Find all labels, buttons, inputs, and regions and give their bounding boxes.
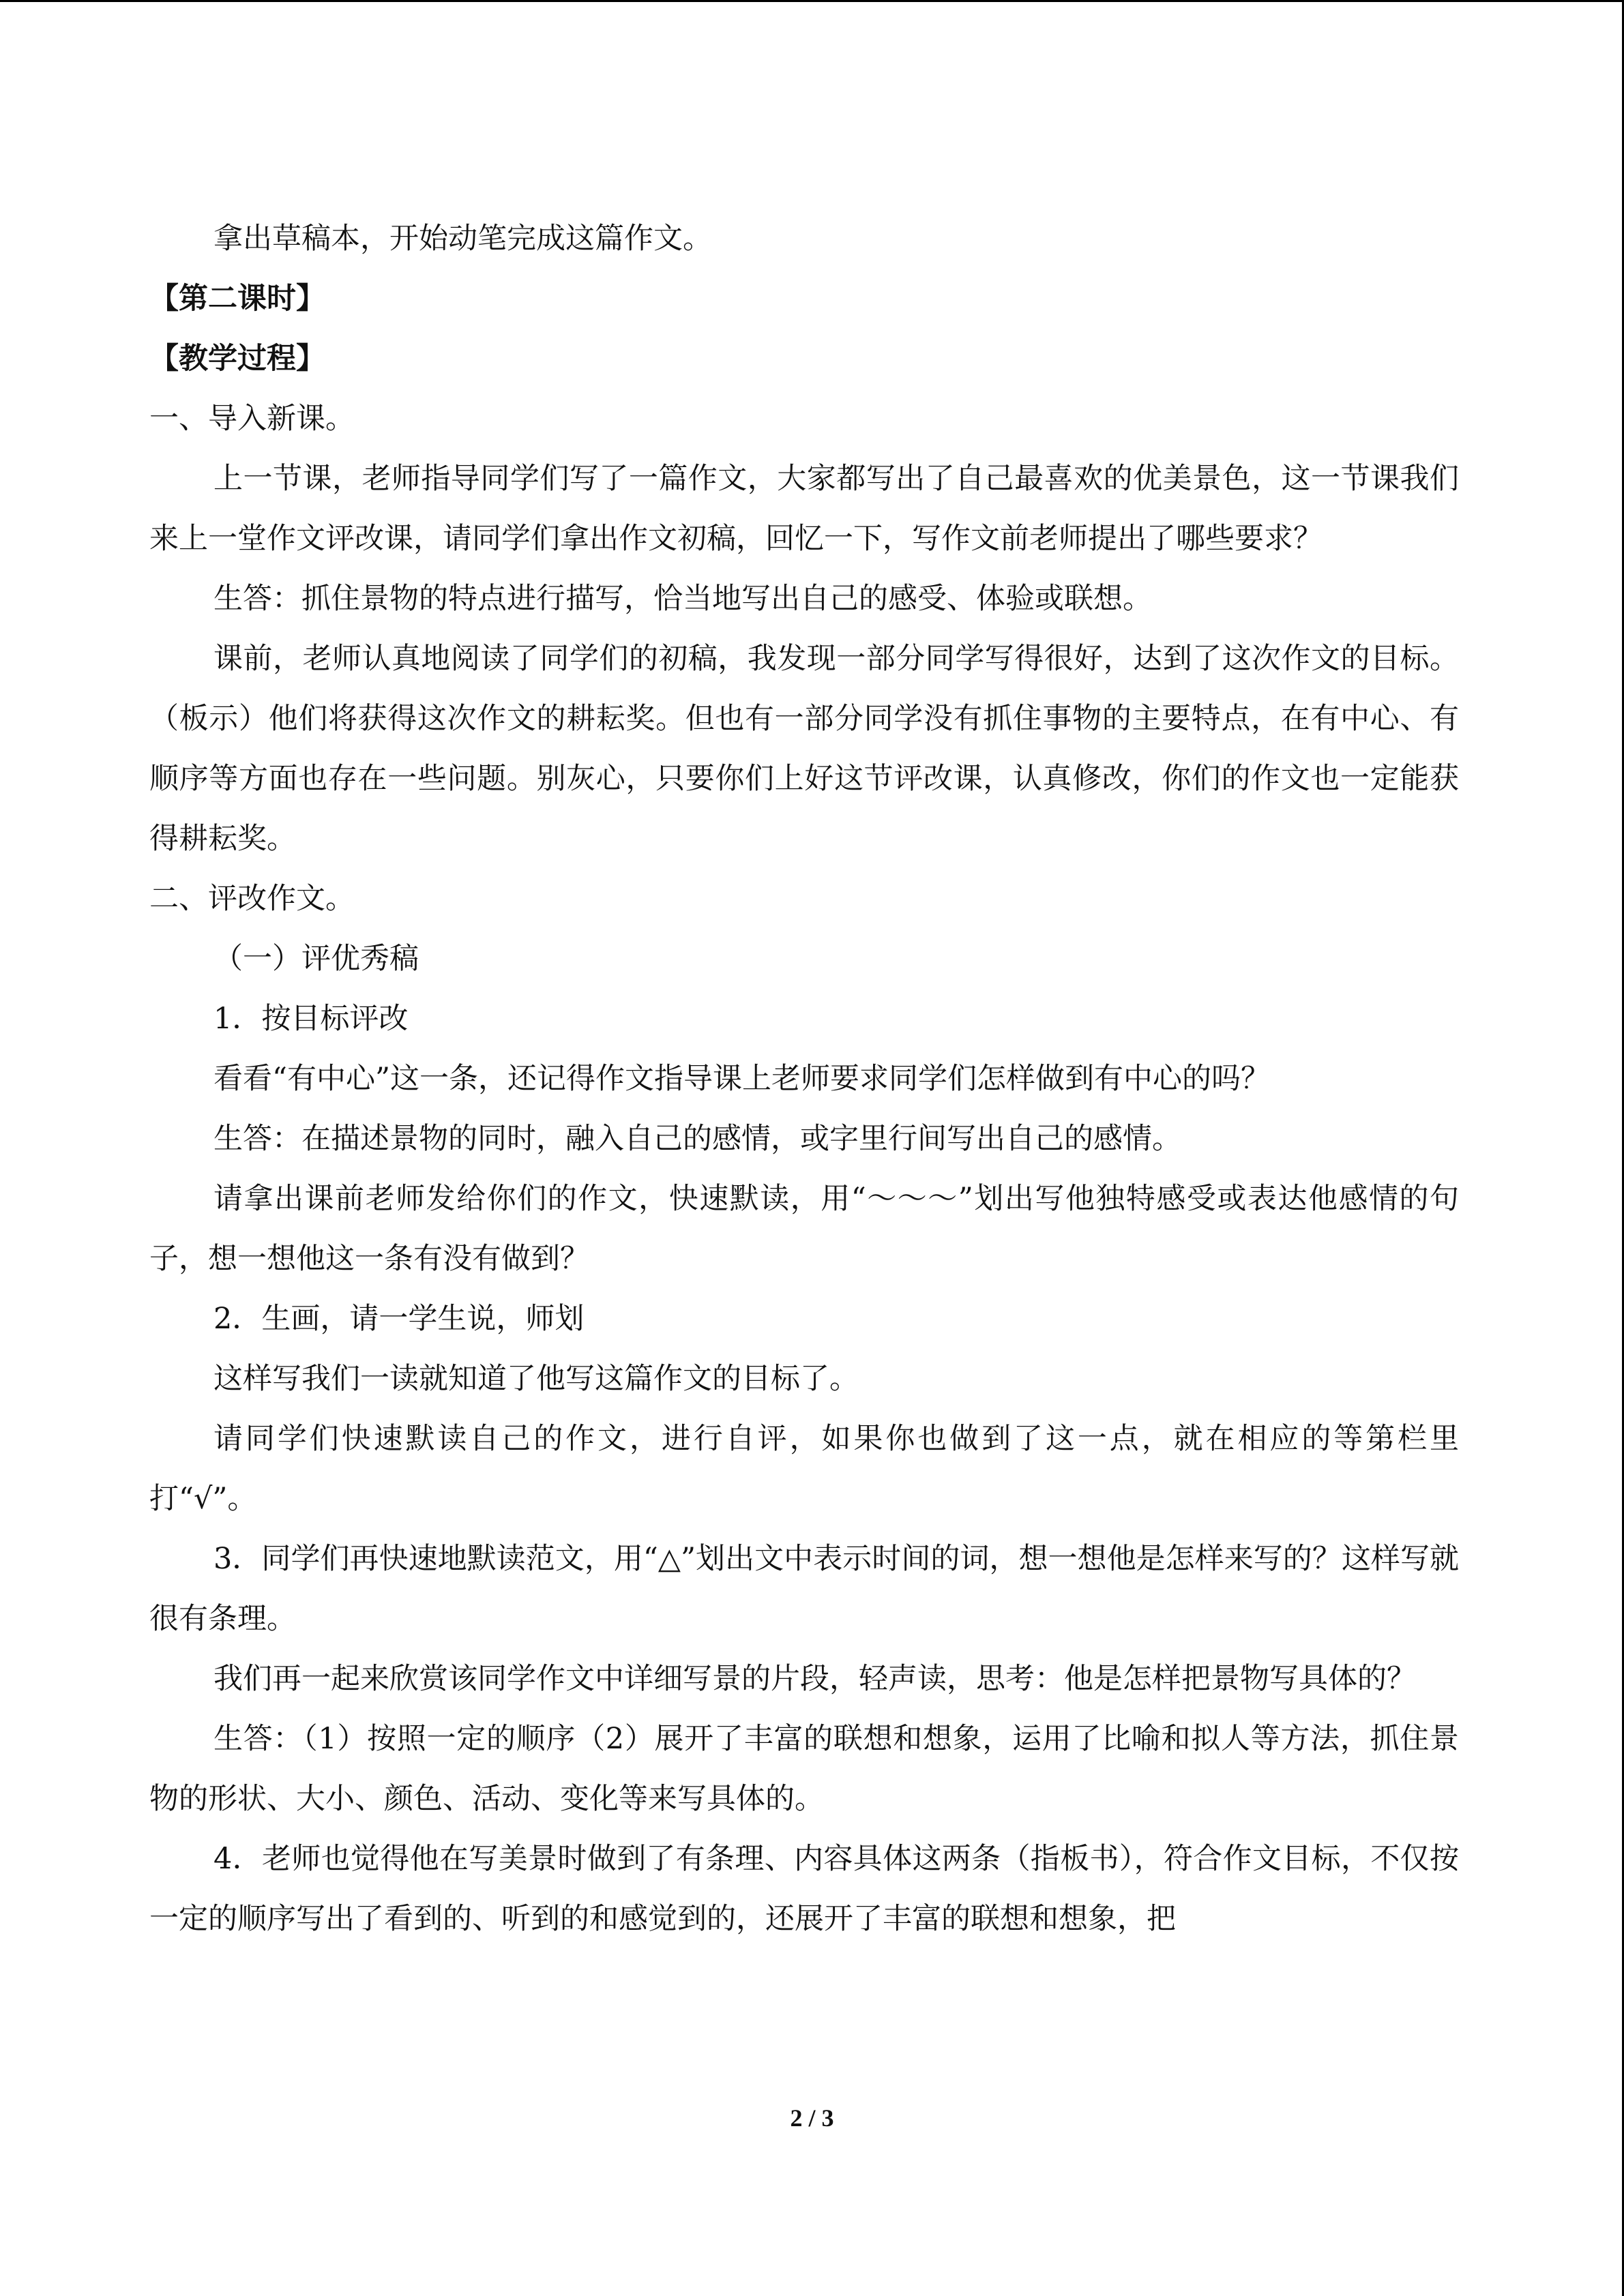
paragraph-20: 4．老师也觉得他在写美景时做到了有条理、内容具体这两条（指板书），符合作文目标，不仅按一定的顺序写出了看到的、听到的和感觉到的，还展开了丰富的联想和想象，把: [149, 1842, 1459, 1936]
paragraph-15: 这样写我们一读就知道了他写这篇作文的目标了。: [213, 1362, 859, 1396]
paragraph-6: 生答：抓住景物的特点进行描写，恰当地写出自己的感受、体验或联想。: [213, 582, 1152, 616]
paragraph-7: 课前，老师认真地阅读了同学们的初稿，我发现一部分同学写得很好，达到了这次作文的目标。（板示）他们将获得这次作文的耕耘奖。但也有一部分同学没有抓住事物的主要特点，在有中心、有顺序等方面也存在一些问题。别灰心，只要你们上好这节评改课，认真修改，你们的作文也一定能获得耕耘奖。: [149, 642, 1459, 856]
paragraph-14: 2．生画，请一学生说，师划: [213, 1302, 585, 1336]
paragraph-18: 我们再一起来欣赏该同学作文中详细写景的片段，轻声读，思考：他是怎样把景物写具体的？: [213, 1662, 1416, 1696]
page-number: 2 / 3: [790, 2104, 834, 2132]
section-heading-teaching-process: 【教学过程】: [149, 342, 325, 376]
paragraph-19: 生答：（1）按照一定的顺序（2）展开了丰富的联想和想象，运用了比喻和拟人等方法，抓住景物的形状、大小、颜色、活动、变化等来写具体的。: [149, 1722, 1459, 1816]
subheading-excellent-draft: （一）评优秀稿: [213, 942, 419, 976]
heading-review-essay: 二、评改作文。: [149, 882, 355, 916]
paragraph-5: 上一节课，老师指导同学们写了一篇作文，大家都写出了自己最喜欢的优美景色，这一节课我们来上一堂作文评改课，请同学们拿出作文初稿，回忆一下，写作文前老师提出了哪些要求？: [149, 462, 1459, 556]
paragraph-13: 请拿出课前老师发给你们的作文，快速默读，用“～～～”划出写他独特感受或表达他感情的句子，想一想他这一条有没有做到？: [149, 1182, 1459, 1276]
paragraph-17: 3．同学们再快速地默读范文，用“△”划出文中表示时间的词，想一想他是怎样来写的？这样写就很有条理。: [149, 1542, 1459, 1636]
paragraph-11: 看看“有中心”这一条，还记得作文指导课上老师要求同学们怎样做到有中心的吗？: [213, 1062, 1270, 1096]
document-body: [149, 209, 1459, 1949]
section-heading-second-lesson: 【第二课时】: [149, 282, 325, 316]
paragraph-10: 1．按目标评改: [213, 1002, 409, 1036]
heading-introduction: 一、导入新课。: [149, 402, 355, 436]
paragraph-12: 生答：在描述景物的同时，融入自己的感情，或字里行间写出自己的感情。: [213, 1122, 1181, 1156]
paragraph-1: 拿出草稿本，开始动笔完成这篇作文。: [213, 222, 712, 256]
paragraph-16: 请同学们快速默读自己的作文，进行自评，如果你也做到了这一点，就在相应的等第栏里打“√”。: [149, 1422, 1459, 1516]
